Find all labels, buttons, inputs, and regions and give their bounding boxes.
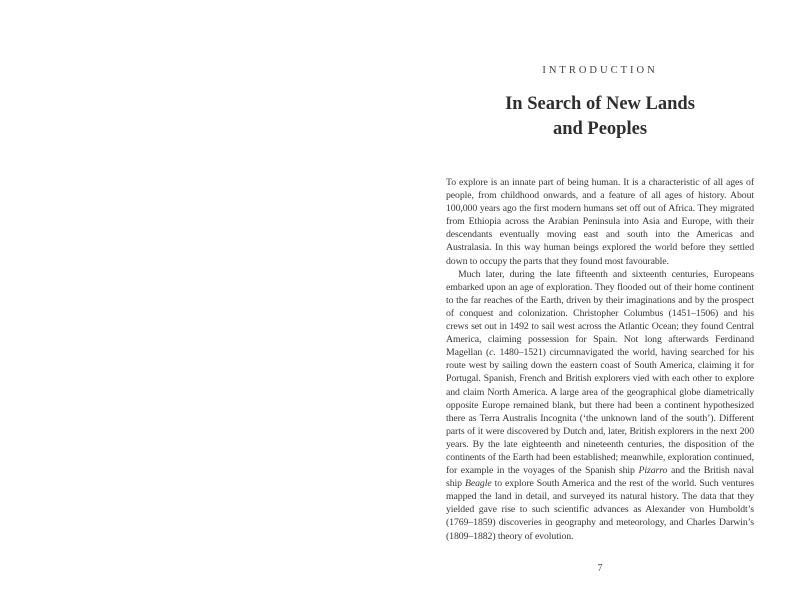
chapter-kicker: INTRODUCTION <box>542 65 658 76</box>
left-blank-page <box>0 0 398 600</box>
right-page <box>398 0 797 600</box>
paragraph-2: Much later, during the late fifteenth and sixteenth centuries, Europeans embarked upon an age of exploration. They flooded out of their home continent to the far reaches of the Earth, driven by their imaginations and by the prospect of conquest and colonization. Christopher Columbus (1451–1506) and his crews set out in 1492 to sail west across the Atlantic Ocean; they found Central America, claiming possession for Spain. Not long afterwards Ferdinand Magellan (c. 1480–1521) circumnavigated the world, having searched for his route west by sailing down the eastern coast of South America, claiming it for Portugal. Spanish, French and British explorers vied with each other to explore and claim North America. A large area of the geographical globe diametrically opposite Europe remained blank, but there had been a continent hypothesized there as Terra Australis Incognita (‘the unknown land of the south’). Different parts of it were discovered by Dutch and, later, British explorers in the next 200 years. By the late eighteenth and nineteenth centuries, the disposition of the continents of the Earth had been established; meanwhile, exploration continued, for example in the voyages of the Spanish ship Pizarro and the British naval ship Beagle to explore South America and the rest of the world. Such ventures mapped the land in detail, and surveyed its natural history. The data that they yielded gave rise to such scientific advances as Alexander von Humboldt’s (1769–1859) discoveries in geography and meteorology, and Charles Darwin’s (1809–1882) theory of evolution. <box>446 268 754 542</box>
chapter-title-line-1: In Search of New Lands <box>505 94 695 114</box>
page-number: 7 <box>597 563 603 574</box>
chapter-title-line-2: and Peoples <box>552 119 648 139</box>
text-column <box>446 0 754 600</box>
body-text <box>446 176 754 543</box>
chapter-title <box>446 92 754 142</box>
paragraph-1: To explore is an innate part of being human. It is a characteristic of all ages of people, from childhood onwards, and a feature of all ages of history. About 100,000 years ago the first modern humans set off out of Africa. They migrated from Ethiopia across the Arabian Peninsula into Asia and Europe, with their descendants eventually moving east and south into the Americas and Australasia. In this way human beings explored the world before they settled down to occupy the parts that they found most favourable. <box>446 177 754 267</box>
